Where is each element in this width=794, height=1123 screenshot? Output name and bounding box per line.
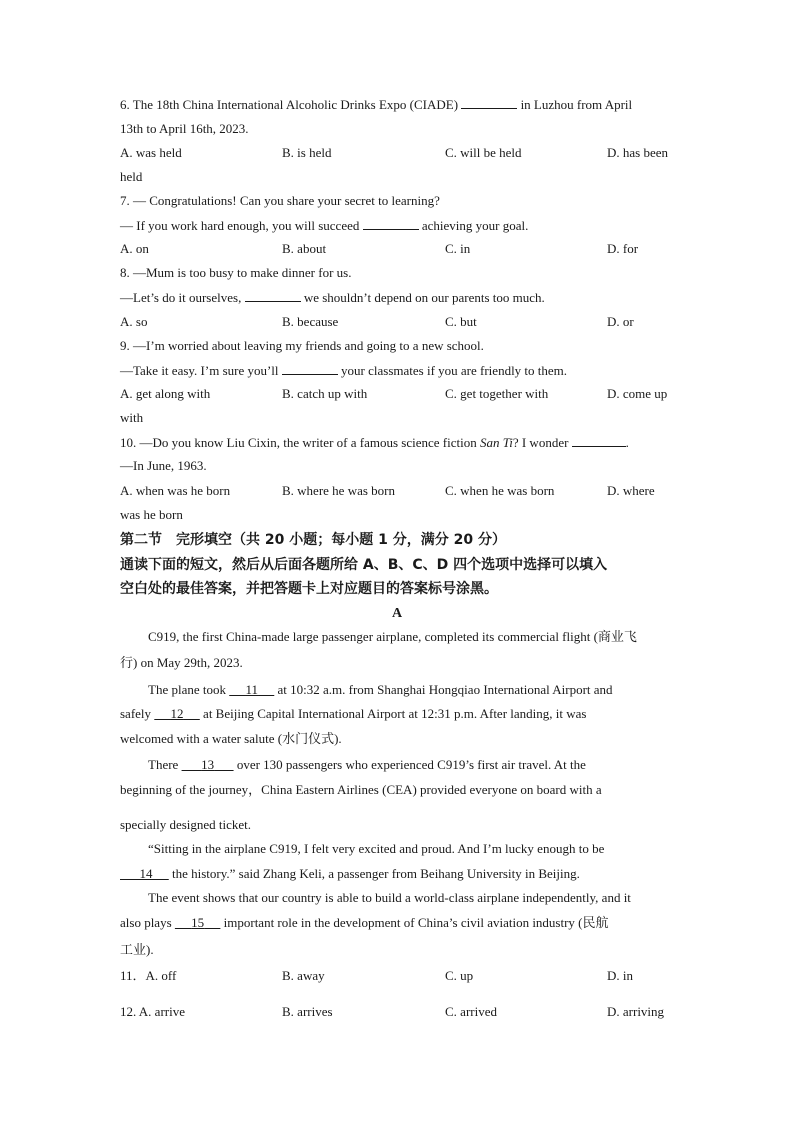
passage-text: There: [148, 757, 182, 772]
passage-text: at 10:32 a.m. from Shanghai Hongqiao International Airport and: [274, 682, 613, 697]
q7-text-1: — If you work hard enough, you will succeed: [120, 218, 360, 233]
q6-option-a: A. was held: [120, 145, 182, 160]
q9-text-2: your classmates if you are friendly to them.: [341, 363, 568, 378]
q12-option-b: B. arrives: [282, 1004, 333, 1019]
passage-p3-line1: [148, 757, 708, 773]
q9-stem: 9. —I’m worried about leaving my friends and going to a new school.: [120, 338, 484, 353]
q11-option-c: C. up: [445, 968, 474, 983]
passage-p4-line1: “Sitting in the airplane C919, I felt very excited and proud. And I’m lucky enough to be: [148, 841, 605, 856]
passage-p5-line3: 工业).: [120, 942, 154, 957]
q10-text-2: ? I wonder: [512, 435, 569, 450]
passage-text: The plane took: [148, 682, 230, 697]
q9-option-a: A. get along with: [120, 386, 211, 401]
passage-p2-line3: welcomed with a water salute (水门仪式).: [120, 731, 342, 746]
q6-stem-2: 13th to April 16th, 2023.: [120, 121, 249, 136]
q6-stem: [120, 96, 680, 113]
q9-option-d: D. come up: [607, 386, 668, 401]
q10-text-3: .: [625, 435, 629, 450]
q8-stem-2: [120, 289, 680, 306]
q9-option-d-cont: with: [120, 410, 144, 425]
blank-14: [120, 866, 169, 881]
q10-option-c: C. when he was born: [445, 483, 555, 498]
q10-option-b: B. where he was born: [282, 483, 395, 498]
q12-option-c: C. arrived: [445, 1004, 497, 1019]
q10-option-d-cont: was he born: [120, 507, 183, 522]
q8-option-c: C. but: [445, 314, 477, 329]
passage-p2-line1: [148, 682, 708, 698]
blank-12-number: 12: [170, 706, 184, 721]
passage-p4-line2: [120, 866, 680, 882]
q12-option-a: 12. A. arrive: [120, 1004, 185, 1019]
passage-text: also plays: [120, 915, 175, 930]
q7-blank: [363, 217, 419, 230]
blank-14-number: 14: [139, 866, 153, 881]
passage-p5-line2: [120, 915, 680, 931]
blank-15-number: 15: [191, 915, 205, 930]
passage-p5-line1: The event shows that our country is able to build a world-class airplane independently, and it: [148, 890, 631, 905]
q9-stem-2: [120, 362, 680, 379]
q9-blank: [282, 362, 338, 375]
q9-option-b: B. catch up with: [282, 386, 368, 401]
q10-blank: [572, 434, 626, 447]
passage-text: safely: [120, 706, 155, 721]
passage-p1-line1: C919, the first China-made large passenger airplane, completed its commercial flight (商业飞: [148, 629, 637, 644]
q6-option-d-cont: held: [120, 169, 143, 184]
passage-text: important role in the development of China’s civil aviation industry (民航: [220, 915, 609, 930]
passage-label: A: [391, 606, 403, 621]
q8-text-2: we shouldn’t depend on our parents too much.: [303, 290, 545, 305]
q7-option-c: C. in: [445, 241, 471, 256]
q7-option-d: D. for: [607, 241, 639, 256]
passage-text: over 130 passengers who experienced C919’s first air travel. At the: [233, 757, 586, 772]
q8-blank: [245, 289, 301, 302]
q10-stem-2: —In June, 1963.: [120, 458, 207, 473]
q8-option-b: B. because: [282, 314, 339, 329]
q7-stem: 7. — Congratulations! Can you share your secret to learning?: [120, 193, 440, 208]
blank-13: [182, 757, 234, 772]
q10-text-1: 10. —Do you know Liu Cixin, the writer of a famous science fiction: [120, 435, 477, 450]
q7-option-b: B. about: [282, 241, 327, 256]
q10-book-title: San Ti: [479, 435, 513, 450]
blank-15: [175, 915, 221, 930]
q8-option-d: D. or: [607, 314, 634, 329]
q8-stem: 8. —Mum is too busy to make dinner for us.: [120, 265, 352, 280]
q6-text-2: in Luzhou from April: [520, 97, 633, 112]
passage-text: at Beijing Capital International Airport at 12:31 p.m. After landing, it was: [199, 706, 587, 721]
q10-option-d: D. where: [607, 483, 655, 498]
section-heading: 第二节 完形填空（共 20 小题；每小题 1 分，满分 20 分）: [120, 532, 506, 548]
q8-option-a: A. so: [120, 314, 148, 329]
q10-option-a: A. when was he born: [120, 483, 231, 498]
passage-p2-line2: [120, 706, 680, 722]
q10-stem: [120, 434, 680, 451]
q11-option-a: 11．A. off: [120, 968, 177, 983]
blank-11-number: 11: [245, 682, 259, 697]
q6-option-c: C. will be held: [445, 145, 522, 160]
q12-option-d: D. arriving: [607, 1004, 665, 1019]
blank-12: [154, 706, 200, 721]
passage-text: the history.” said Zhang Keli, a passenger from Beihang University in Beijing.: [168, 866, 580, 881]
blank-13-number: 13: [201, 757, 215, 772]
q11-option-b: B. away: [282, 968, 325, 983]
q6-option-b: B. is held: [282, 145, 332, 160]
q9-text-1: —Take it easy. I’m sure you’ll: [120, 363, 279, 378]
section-instructions-2: 空白处的最佳答案，并把答题卡上对应题目的答案标号涂黑。: [120, 581, 498, 597]
q6-text-1: 6. The 18th China International Alcoholic Drinks Expo (CIADE): [120, 97, 459, 112]
section-instructions-1: 通读下面的短文，然后从后面各题所给 A、B、C、D 四个选项中选择可以填入: [120, 557, 608, 573]
q7-text-2: achieving your goal.: [421, 218, 529, 233]
passage-p3-line3: specially designed ticket.: [120, 817, 252, 832]
q6-blank: [461, 96, 517, 109]
passage-p3-line2: beginning of the journey，China Eastern Airlines (CEA) provided everyone on board with a: [120, 782, 602, 797]
q9-option-c: C. get together with: [445, 386, 549, 401]
q6-option-d: D. has been: [607, 145, 669, 160]
passage-p1-line2: 行) on May 29th, 2023.: [120, 655, 243, 670]
q11-option-d: D. in: [607, 968, 633, 983]
q7-stem-2: [120, 217, 680, 234]
q7-option-a: A. on: [120, 241, 149, 256]
q8-text-1: —Let’s do it ourselves,: [120, 290, 242, 305]
blank-11: [229, 682, 274, 697]
